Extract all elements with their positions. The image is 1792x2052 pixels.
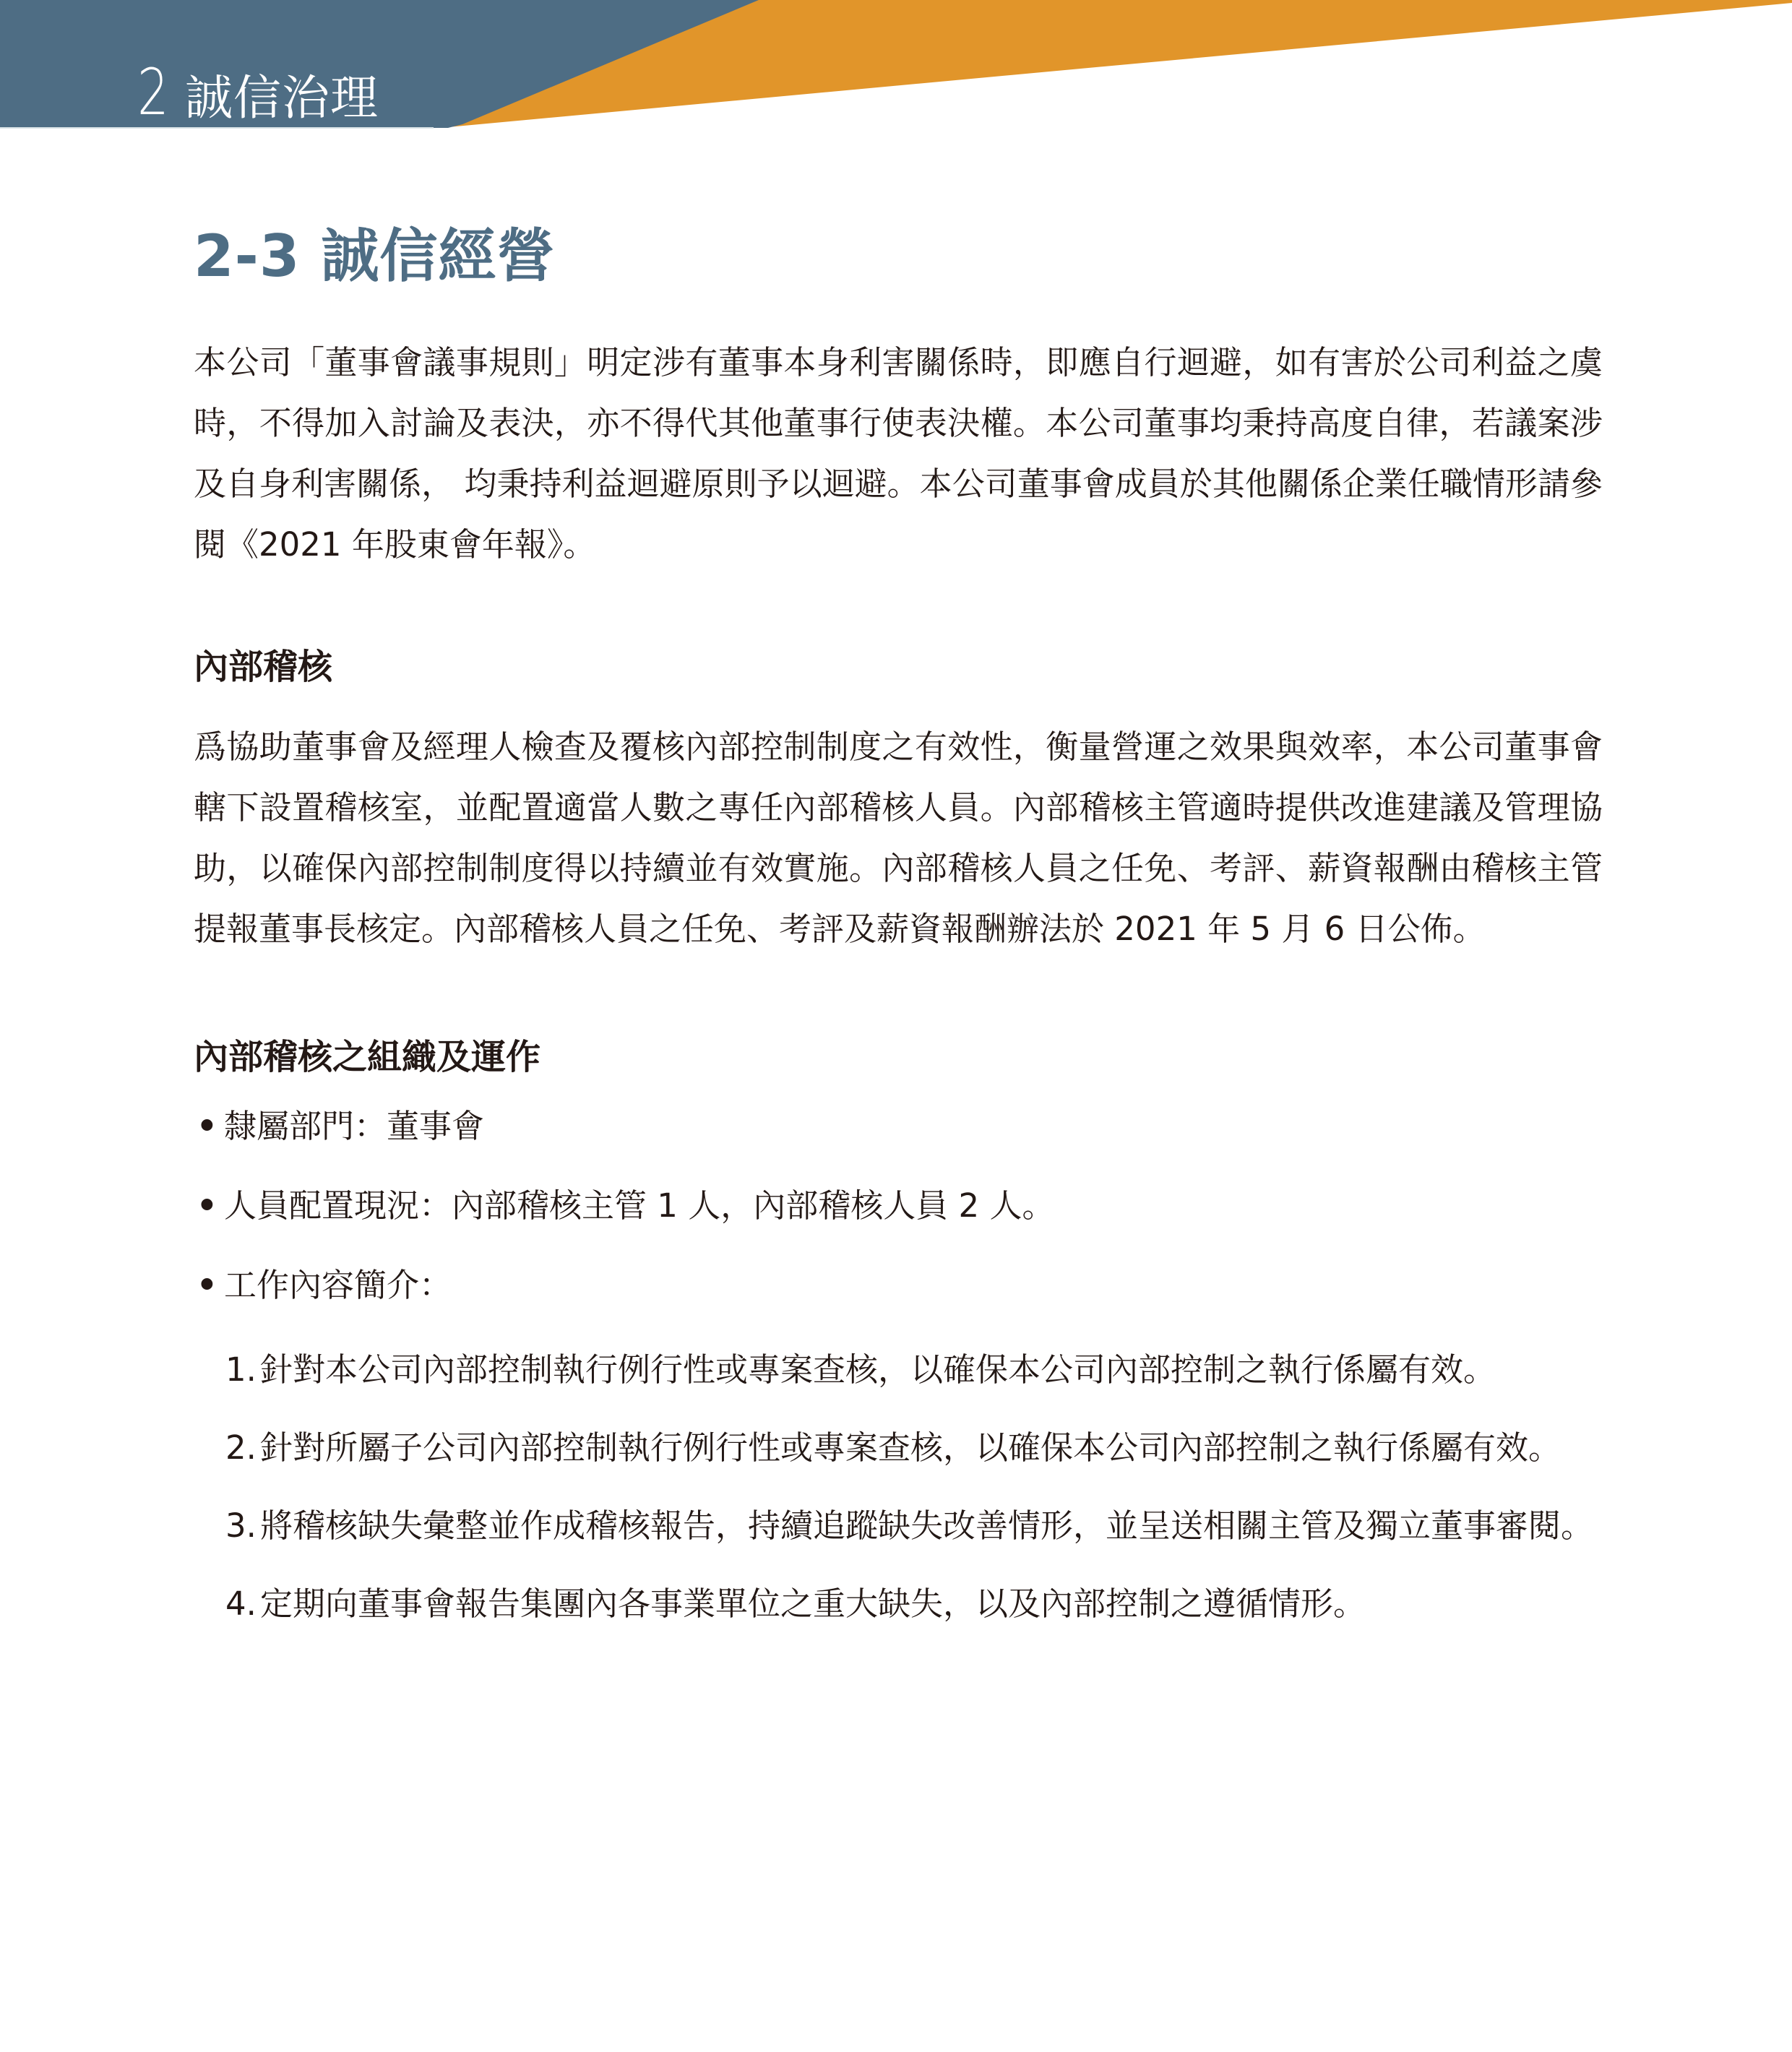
section-title: 2-3 誠信經營 xyxy=(194,223,556,290)
numbered-item xyxy=(225,1574,1603,1634)
work-items-list xyxy=(225,1340,1603,1634)
item-number: 2. xyxy=(225,1428,257,1467)
list-item xyxy=(194,1181,1603,1231)
bullet-icon: • xyxy=(197,1186,217,1225)
list-item-text: 隸屬部門：董事會 xyxy=(224,1107,485,1145)
list-item xyxy=(194,1260,1603,1311)
item-number: 4. xyxy=(225,1585,257,1623)
internal-audit-heading: 內部稽核 xyxy=(194,647,333,687)
item-number: 1. xyxy=(225,1350,257,1389)
page-content xyxy=(194,217,1603,1652)
numbered-item xyxy=(225,1496,1603,1556)
bullet-icon: • xyxy=(197,1266,217,1304)
numbered-item xyxy=(225,1340,1603,1400)
item-text: 將稽核缺失彙整並作成稽核報告，持續追蹤缺失改善情形，並呈送相關主管及獨立董事審閱。 xyxy=(260,1506,1594,1545)
intro-paragraph: 本公司「董事會議事規則」明定涉有董事本身利害關係時，即應自行迴避，如有害於公司利益之虞時，不得加入討論及表決，亦不得代其他董事行使表決權。本公司董事均秉持高度自律，若議案涉及自身利害關係， 均秉持利益迴避原則予以迴避。本公司董事會成員於其他關係企業任職情形請參閱《2021 年股東會年報》。 xyxy=(194,343,1603,564)
audit-organization-heading: 內部稽核之組織及運作 xyxy=(194,1037,541,1077)
numbered-item xyxy=(225,1418,1603,1478)
list-item-text: 工作內容簡介： xyxy=(224,1266,452,1304)
internal-audit-paragraph: 爲協助董事會及經理人檢查及覆核內部控制制度之有效性，衡量營運之效果與效率，本公司董事會轄下設置稽核室，並配置適當人數之專任內部稽核人員。內部稽核主管適時提供改進建議及管理協助，以確保內部控制制度得以持續並有效實施。內部稽核人員之任免、考評、薪資報酬由稽核主管提報董事長核定。內部稽核人員之任免、考評及薪資報酬辦法於 2021 年 5 月 6 日公佈。 xyxy=(194,728,1603,948)
audit-organization-list xyxy=(194,1101,1603,1311)
item-number: 3. xyxy=(225,1506,257,1545)
bullet-icon: • xyxy=(197,1107,217,1145)
chapter-banner xyxy=(0,0,1792,130)
list-item-text: 人員配置現況：內部稽核主管 1 人，內部稽核人員 2 人。 xyxy=(224,1186,1055,1225)
item-text: 針對所屬子公司內部控制執行例行性或專案查核，以確保本公司內部控制之執行係屬有效。 xyxy=(260,1428,1561,1467)
chapter-title: 誠信治理 xyxy=(185,70,379,126)
chapter-label xyxy=(137,55,379,129)
item-text: 針對本公司內部控制執行例行性或專案查核，以確保本公司內部控制之執行係屬有效。 xyxy=(260,1350,1496,1389)
item-text: 定期向董事會報告集團內各事業單位之重大缺失，以及內部控制之遵循情形。 xyxy=(260,1585,1366,1623)
list-item xyxy=(194,1101,1603,1152)
chapter-number: 2 xyxy=(137,55,169,129)
